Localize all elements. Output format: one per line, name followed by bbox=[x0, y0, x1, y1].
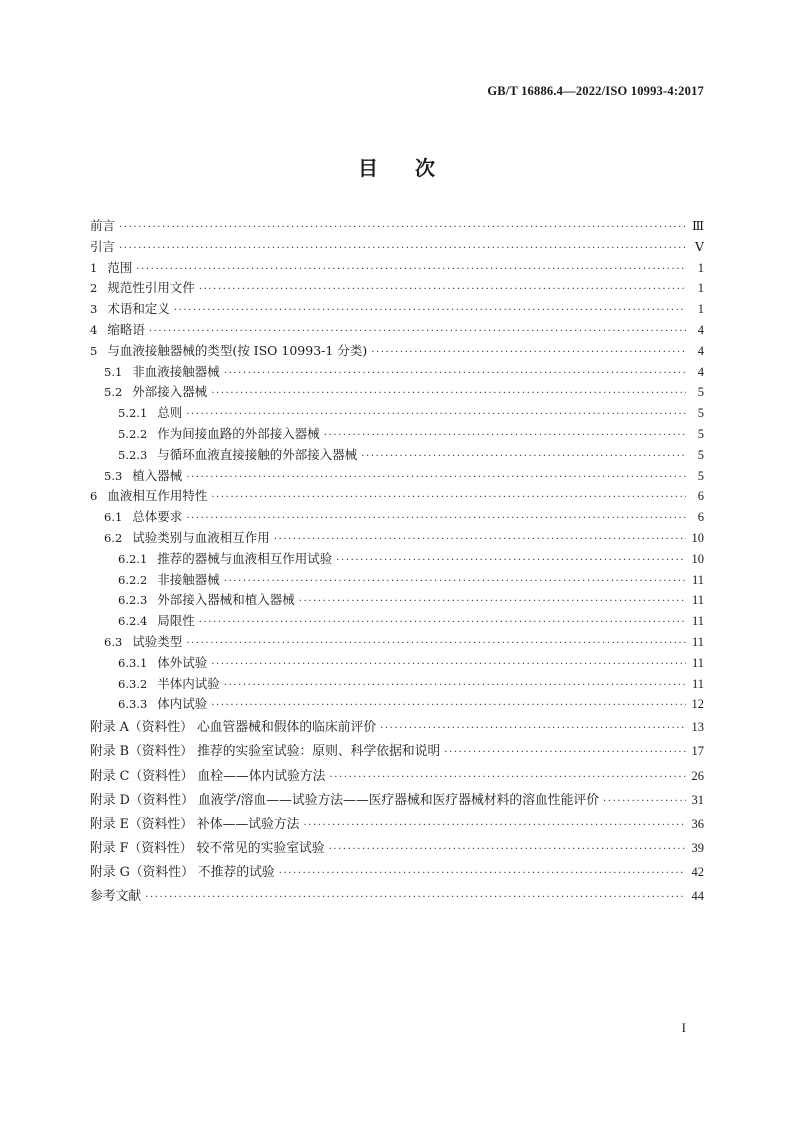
toc-entry-label: 附录 C（资料性） 血栓——体内试验方法 bbox=[90, 768, 326, 784]
toc-entry-number: 6.3.2 bbox=[118, 676, 148, 691]
toc-entry[interactable] bbox=[90, 320, 704, 341]
toc-entry-number: 4 bbox=[90, 322, 98, 337]
toc-entry-label: 附录 G（资料性） 不推荐的试验 bbox=[90, 865, 275, 881]
toc-entry-label: 附录 D（资料性） 血液学/溶血——试验方法——医疗器械和医疗器械材料的溶血性能评价 bbox=[90, 792, 599, 808]
toc-entry[interactable] bbox=[90, 237, 704, 258]
toc-entry-page: 4 bbox=[697, 322, 704, 337]
toc-entry-page: 6 bbox=[697, 510, 704, 525]
toc-entry-label: 体内试验 bbox=[157, 696, 208, 712]
toc-entry[interactable] bbox=[90, 674, 704, 695]
toc-entry-page: Ⅴ bbox=[694, 239, 704, 254]
toc-leader-dots bbox=[279, 862, 686, 884]
toc-entry-number: 5.2.3 bbox=[118, 447, 148, 462]
toc-entry-page: 44 bbox=[691, 889, 704, 904]
toc-entry-label: 血液相互作用特性 bbox=[107, 488, 208, 504]
toc-entry-page: 11 bbox=[691, 655, 704, 670]
toc-leader-dots bbox=[336, 551, 686, 570]
standard-code: GB/T 16886.4—2022/ISO 10993-4:2017 bbox=[487, 84, 704, 98]
toc-entry-page: 4 bbox=[697, 343, 704, 358]
toc-entry[interactable] bbox=[90, 812, 704, 836]
toc-entry-number: 5.2 bbox=[104, 385, 123, 400]
toc-entry-page: 11 bbox=[691, 634, 704, 649]
toc-entry[interactable] bbox=[90, 382, 704, 403]
toc-entry-label: 非接触器械 bbox=[157, 571, 220, 587]
toc-entry-number: 6.3.3 bbox=[118, 697, 148, 712]
toc-leader-dots bbox=[380, 717, 686, 739]
toc-entry-page: 42 bbox=[691, 865, 704, 880]
toc-entry[interactable] bbox=[90, 507, 704, 528]
toc-leader-dots bbox=[186, 509, 686, 528]
toc-entry-page: 10 bbox=[691, 551, 704, 566]
toc-entry-number: 6.2.3 bbox=[118, 593, 148, 608]
toc-leader-dots bbox=[211, 384, 686, 403]
toc-leader-dots bbox=[299, 592, 686, 611]
toc-entry-label: 附录 A（资料性） 心血管器械和假体的临床前评价 bbox=[90, 720, 377, 736]
toc-entry-label: 与循环血液直接接触的外部接入器械 bbox=[157, 446, 358, 462]
toc-entry-label: 推荐的器械与血液相互作用试验 bbox=[157, 550, 333, 566]
toc-entry-label: 局限性 bbox=[157, 613, 195, 629]
toc-entry-number: 6 bbox=[90, 489, 98, 504]
toc-entry-page: 39 bbox=[691, 841, 704, 856]
toc-entry-page: 26 bbox=[691, 768, 704, 783]
toc-entry-label: 非血液接触器械 bbox=[132, 363, 220, 379]
toc-entry[interactable] bbox=[90, 258, 704, 279]
toc-entry-number: 1 bbox=[90, 260, 98, 275]
toc-entry-label: 外部接入器械和植入器械 bbox=[157, 592, 295, 608]
toc-leader-dots bbox=[371, 343, 686, 362]
toc-entry-label: 试验类别与血液相互作用 bbox=[132, 529, 270, 545]
toc-leader-dots bbox=[186, 405, 686, 424]
toc-entry[interactable] bbox=[90, 424, 704, 445]
toc-entry-label: 附录 E（资料性） 补体——试验方法 bbox=[90, 816, 300, 832]
toc-leader-dots bbox=[211, 488, 686, 507]
toc-entry[interactable] bbox=[90, 632, 704, 653]
toc-entry-label: 参考文献 bbox=[90, 889, 142, 905]
toc-entry-number: 5 bbox=[90, 343, 98, 358]
toc-entry-number: 2 bbox=[90, 281, 98, 296]
toc-leader-dots bbox=[199, 280, 686, 299]
toc-entry-page: 5 bbox=[697, 447, 704, 462]
toc-entry-page: 11 bbox=[691, 572, 704, 587]
page-number: I bbox=[681, 1020, 686, 1035]
toc-entry-number: 3 bbox=[90, 302, 98, 317]
toc-entry[interactable] bbox=[90, 403, 704, 424]
toc-entry[interactable] bbox=[90, 739, 704, 763]
toc-entry-label: 试验类型 bbox=[132, 633, 183, 649]
toc-leader-dots bbox=[119, 218, 686, 237]
toc-entry[interactable] bbox=[90, 486, 704, 507]
toc-entry[interactable] bbox=[90, 341, 704, 362]
toc-entry[interactable] bbox=[90, 549, 704, 570]
toc-entry[interactable] bbox=[90, 653, 704, 674]
toc-entry[interactable] bbox=[90, 788, 704, 812]
toc-entry-page: 5 bbox=[697, 406, 704, 421]
toc-leader-dots bbox=[136, 260, 686, 279]
toc-entry-label: 附录 B（资料性） 推荐的实验室试验：原则、科学依据和说明 bbox=[90, 744, 441, 760]
toc-entry-label: 半体内试验 bbox=[157, 675, 220, 691]
toc-entry[interactable] bbox=[90, 445, 704, 466]
toc-entry-label: 总体要求 bbox=[132, 509, 183, 525]
toc-entry-label: 与血液接触器械的类型(按 ISO 10993-1 分类) bbox=[107, 342, 368, 358]
toc-entry-page: 1 bbox=[697, 260, 704, 275]
toc-entry-number: 6.1 bbox=[104, 510, 123, 525]
toc-entry-page: 11 bbox=[691, 593, 704, 608]
toc-entry[interactable] bbox=[90, 764, 704, 788]
toc-entry[interactable] bbox=[90, 278, 704, 299]
toc-entry-label: 植入器械 bbox=[132, 467, 183, 483]
toc-entry-number: 6.2.4 bbox=[118, 614, 148, 629]
toc-entry[interactable] bbox=[90, 590, 704, 611]
toc-leader-dots bbox=[149, 322, 686, 341]
toc-entry-number: 5.3 bbox=[104, 468, 123, 483]
toc-entry-number: 6.2.2 bbox=[118, 572, 148, 587]
toc-leader-dots bbox=[119, 239, 686, 258]
toc-entry-page: 12 bbox=[691, 697, 704, 712]
toc-leader-dots bbox=[303, 814, 686, 836]
toc-entry-page: 11 bbox=[691, 676, 704, 691]
toc-leader-dots bbox=[329, 766, 686, 788]
toc-leader-dots bbox=[224, 572, 686, 591]
toc-entry-number: 6.3 bbox=[104, 634, 123, 649]
toc-entry-page: 5 bbox=[697, 468, 704, 483]
toc-entry-page: 1 bbox=[697, 281, 704, 296]
toc-entry-page: 5 bbox=[697, 426, 704, 441]
toc-leader-dots bbox=[324, 426, 686, 445]
toc-leader-dots bbox=[211, 655, 686, 674]
toc-entry-page: 4 bbox=[697, 364, 704, 379]
toc-entry[interactable] bbox=[90, 884, 704, 908]
toc-entry-page: Ⅲ bbox=[691, 219, 704, 233]
toc-entry[interactable] bbox=[90, 611, 704, 632]
toc-leader-dots bbox=[211, 696, 686, 715]
toc-entry[interactable] bbox=[90, 694, 704, 715]
toc-entry-number: 6.2 bbox=[104, 530, 123, 545]
toc-entry-number: 6.3.1 bbox=[118, 655, 148, 670]
toc-entry[interactable] bbox=[90, 466, 704, 487]
toc-entry-label: 引言 bbox=[90, 238, 116, 254]
table-of-contents bbox=[90, 216, 704, 909]
toc-entry-label: 作为间接血路的外部接入器械 bbox=[157, 425, 320, 441]
toc-entry[interactable] bbox=[90, 216, 704, 237]
toc-entry-label: 前言 bbox=[90, 218, 116, 233]
toc-entry-page: 17 bbox=[691, 744, 704, 759]
toc-entry-label: 缩略语 bbox=[107, 321, 145, 337]
page-title-part2: 次 bbox=[415, 156, 436, 180]
toc-entry-page: 6 bbox=[697, 489, 704, 504]
toc-entry-number: 5.2.1 bbox=[118, 406, 148, 421]
toc-leader-dots bbox=[145, 886, 686, 908]
toc-leader-dots bbox=[186, 468, 686, 487]
toc-leader-dots bbox=[274, 530, 686, 549]
toc-entry[interactable] bbox=[90, 362, 704, 383]
toc-entry-label: 术语和定义 bbox=[107, 301, 170, 317]
toc-leader-dots bbox=[361, 447, 686, 466]
toc-entry-label: 体外试验 bbox=[157, 654, 208, 670]
toc-entry-page: 13 bbox=[691, 720, 704, 735]
toc-leader-dots bbox=[329, 838, 686, 860]
toc-leader-dots bbox=[603, 790, 686, 812]
toc-entry[interactable] bbox=[90, 860, 704, 884]
toc-entry-label: 范围 bbox=[107, 259, 133, 275]
toc-entry-number: 5.1 bbox=[104, 364, 123, 379]
toc-entry-page: 5 bbox=[697, 385, 704, 400]
toc-entry-page: 10 bbox=[691, 530, 704, 545]
toc-leader-dots bbox=[174, 301, 686, 320]
toc-entry-label: 总则 bbox=[157, 405, 183, 421]
toc-entry-page: 11 bbox=[691, 614, 704, 629]
toc-leader-dots bbox=[186, 634, 686, 653]
toc-entry-number: 6.2.1 bbox=[118, 551, 148, 566]
toc-entry-page: 31 bbox=[691, 792, 704, 807]
page-title bbox=[0, 152, 794, 181]
toc-entry-label: 附录 F（资料性） 较不常见的实验室试验 bbox=[90, 841, 325, 857]
toc-entry[interactable] bbox=[90, 836, 704, 860]
toc-leader-dots bbox=[444, 741, 686, 763]
toc-entry-page: 36 bbox=[691, 816, 704, 831]
toc-entry-number: 5.2.2 bbox=[118, 426, 148, 441]
toc-entry[interactable] bbox=[90, 299, 704, 320]
page-title-part1: 目 bbox=[358, 156, 379, 180]
toc-leader-dots bbox=[199, 613, 686, 632]
toc-entry[interactable] bbox=[90, 570, 704, 591]
toc-leader-dots bbox=[224, 364, 686, 383]
toc-entry[interactable] bbox=[90, 528, 704, 549]
toc-entry-page: 1 bbox=[697, 302, 704, 317]
toc-entry[interactable] bbox=[90, 715, 704, 739]
toc-entry-label: 外部接入器械 bbox=[132, 384, 208, 400]
toc-leader-dots bbox=[224, 676, 686, 695]
toc-entry-label: 规范性引用文件 bbox=[107, 280, 195, 296]
